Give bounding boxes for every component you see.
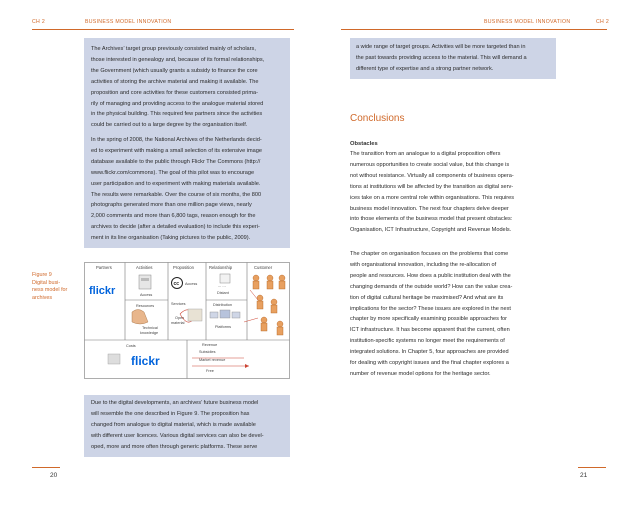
diagram-label-knowledge: knowledge [140, 331, 159, 335]
diagram-label-open: Open [175, 316, 185, 320]
diagram-label-technical: Technical [142, 326, 158, 330]
text-line: In the spring of 2008, the National Archives of the Netherlands decid- [91, 137, 262, 143]
text-line: could be carried out to a large degree by the organisation itself. [91, 122, 248, 129]
diagram-label-market-revenue: Market revenue [199, 358, 226, 362]
diagram-label-material: material [171, 321, 185, 325]
hard-disk-icon [108, 354, 120, 364]
text-line: not without resistance. Virtually all components of business opera- [350, 172, 514, 179]
text-line: numerous opportunities to create social value, but this change is [350, 161, 510, 168]
text-line: The Archives’ target group previously consisted mainly of scholars, [91, 46, 256, 52]
header-title-left: BUSINESS MODEL INNOVATION [85, 19, 172, 25]
text-line: the Government (which usually grants a subsidy to finance the core [91, 67, 258, 74]
figure-caption-line: Figure 9 [32, 272, 52, 278]
svg-text:cc: cc [173, 281, 180, 287]
monitor-icon [220, 274, 230, 283]
text-line: institution-specific systems no longer meet the requirements of [350, 338, 505, 345]
diagram-label-partners: Partners [96, 265, 112, 270]
text-line: number of revenue model options for the heritage sector. [350, 370, 491, 377]
figure-caption-line: ness model for [32, 287, 68, 293]
text-line: the past towards providing access to the material. This will demand a [356, 54, 527, 61]
figure-caption-line: archives [32, 294, 53, 301]
diagram-label-resources: Resources [136, 304, 155, 308]
diagram-label-platforms: Platforms [215, 325, 232, 329]
text-line: will resemble the one described in Figure 9. The proposition has [91, 410, 250, 417]
paragraph-organisation-chapter [350, 249, 582, 380]
text-line: for dealing with copyright issues and the final chapter explores a [350, 360, 509, 367]
footer-rule-left [32, 467, 60, 468]
text-line: tion of digital cultural heritage be maximised? And what are its [350, 294, 504, 301]
left-box-bottom [84, 395, 290, 457]
svg-text:··· ···: ··· ··· [218, 285, 226, 289]
subheading-obstacles: Obstacles [350, 141, 378, 147]
document-icon [188, 309, 202, 321]
diagram-label-revenue: Revenue [202, 343, 218, 347]
text-line: www.flickr.com/commons). The goal of this pilot was to encourage [91, 169, 255, 176]
text-line: rily of managing and providing access to the analogue material stored [91, 100, 264, 107]
text-line: those interested in genealogy and, because of its formal relationships, [91, 56, 265, 63]
diagram-label-distribution: Distribution [213, 303, 232, 307]
text-line: changing demands of the outside world? How can the value crea- [350, 283, 513, 290]
text-line: The transition from an analogue to a digital proposition offers [350, 151, 501, 157]
diagram-label-services: Services [171, 302, 186, 306]
figure-caption [32, 272, 80, 302]
text-line: user participation and to experiment with making materials available. [91, 180, 261, 187]
text-line: Organisation, ICT Infrastructure, Copyright and Revenue Models. [350, 227, 512, 234]
text-line: ed to experiment with making a small selection of its extensive image [91, 147, 262, 154]
business-model-diagram [84, 262, 290, 380]
diagram-label-access-left: Access [140, 293, 153, 297]
figure-caption-line: Digital busi- [32, 279, 61, 286]
text-line: ment in its line organisation (Taking pictures to the public, 2009). [91, 235, 251, 242]
text-line: into those elements of the business model that present obstacles: [350, 216, 513, 223]
text-line: business model innovation. The next four chapters delve deeper [350, 205, 509, 212]
diagram-label-free: Free [206, 369, 214, 373]
text-line: with organisational innovation, including the re-allocation of [350, 261, 497, 268]
page-number-left: 20 [50, 472, 58, 479]
page-number-right: 21 [580, 472, 588, 479]
text-line: proposition and core activities for these customers consisted prima- [91, 89, 258, 96]
paragraph-target-groups [356, 42, 552, 75]
text-line: photographs generated more than one million page views, nearly [91, 202, 252, 209]
text-line: ices take on a more central role within organisations. This requires [350, 194, 515, 201]
text-line: archives to decide (after a detailed evaluation) to include this experi- [91, 224, 260, 231]
text-line: implications for the sector? These issues are explored in the next [350, 305, 511, 312]
flickr-logo-costs: flickr [131, 354, 160, 368]
header-chapter-left: CH 2 [32, 19, 46, 25]
text-line: The chapter on organisation focuses on the problems that come [350, 251, 509, 257]
diagram-label-subsidies: Subsidies [199, 350, 216, 354]
paragraph-transition [350, 149, 582, 236]
server-icon [139, 275, 151, 289]
diagram-label-access-right: Access [185, 282, 198, 286]
paragraph-archives-target-group [91, 44, 287, 131]
text-line: with different user licences. Various digital services can also be devel- [91, 432, 264, 439]
text-line: in the physical building. This required few partners since the activities [91, 111, 263, 118]
text-line: chapter by more specifically examining possible approaches for [350, 316, 508, 323]
flickr-logo-partners: flickr [89, 285, 116, 297]
diagram-label-costs: Costs [126, 344, 136, 348]
diagram-label-proposition: Proposition [173, 265, 194, 270]
diagram-label-relationship: Relationship [209, 265, 233, 270]
text-line: Due to the digital developments, an archives’ future business model [91, 400, 259, 406]
text-line: different type of expertise and a strong partner network. [356, 65, 494, 72]
text-line: people and resources. How does a public institution deal with the [350, 272, 511, 279]
text-line: changed from analogue to digital material, which is made available [91, 421, 256, 428]
paragraph-flickr-pilot [91, 135, 287, 244]
diagram-label-distant: Distant [217, 291, 229, 295]
diagram-label-activities: Activities [136, 265, 153, 270]
text-line: tions at institutions will be affected by the transition as digital serv- [350, 183, 514, 190]
text-line: a wide range of target groups. Activities will be more targeted than in [356, 44, 526, 50]
text-line: oped, more and more often through generic platforms. These serve [91, 443, 258, 450]
left-box-top [84, 38, 290, 248]
text-line: ICT infrastructure. It has become apparent that the current, often [350, 327, 510, 334]
header-rule-right [341, 29, 607, 30]
text-line: database available to the public through Flickr The Commons (http:// [91, 158, 261, 165]
text-line: activities of storing the archive material and making it available. The [91, 78, 259, 85]
paragraph-future-business-model [91, 398, 287, 453]
text-line: The results were remarkable. Over the course of six months, the 800 [91, 191, 262, 198]
header-chapter-right: CH 2 [596, 19, 610, 25]
footer-rule-right [578, 467, 606, 468]
header-rule-left [32, 29, 294, 30]
diagram-label-customer: Customer [254, 265, 273, 270]
heading-conclusions: Conclusions [350, 113, 405, 124]
header-title-right: BUSINESS MODEL INNOVATION [484, 19, 571, 25]
text-line: integrated solutions. In Chapter 5, four approaches are provided [350, 349, 509, 356]
right-box-top [350, 38, 556, 79]
text-line: 2,000 comments and more than 6,800 tags, reason enough for the [91, 213, 256, 220]
